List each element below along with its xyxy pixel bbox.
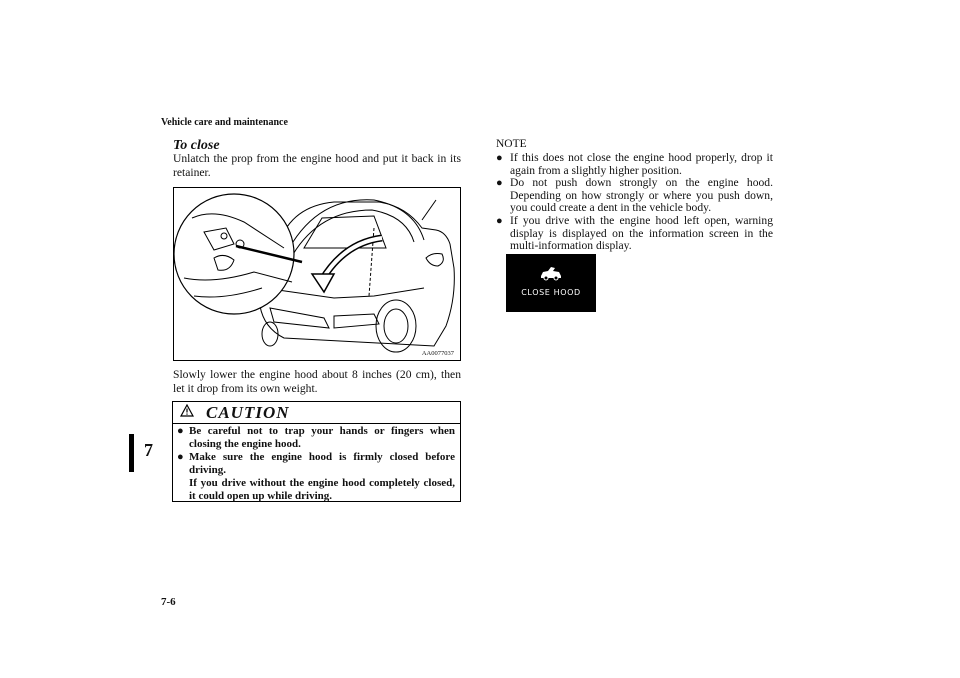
caution-header (180, 403, 290, 423)
engine-hood-illustration (173, 187, 461, 361)
bullet-icon: ● (496, 214, 503, 227)
bullet-icon: ● (177, 425, 184, 437)
car-hood-illustration (174, 188, 460, 360)
intro-paragraph: Unlatch the prop from the engine hood and put it back in its retainer. (173, 152, 461, 179)
note-list (496, 152, 773, 253)
caution-text: Make sure the engine hood is firmly closed before driving. If you drive without the engine hood completely closed, it could open up while driving. (189, 451, 455, 502)
page-number: 7-6 (161, 596, 176, 608)
caution-text: Be careful not to trap your hands or fingers when closing the engine hood. (189, 425, 455, 450)
caution-label: CAUTION (206, 403, 290, 422)
section-title: To close (173, 138, 220, 153)
section-header: Vehicle care and maintenance (161, 117, 288, 128)
caution-item (177, 451, 455, 503)
caution-list (177, 425, 455, 503)
note-text: Do not push down strongly on the engine hood. Depending on how strongly or where you push down, you could create a dent in the vehicle body. (510, 176, 773, 215)
lowering-instruction: Slowly lower the engine hood about 8 inches (20 cm), then let it drop from its own weight. (173, 368, 461, 395)
chapter-number: 7 (144, 440, 153, 460)
note-label: NOTE (496, 138, 527, 150)
bullet-icon: ● (496, 152, 503, 164)
note-text: If you drive with the engine hood left open, warning display is displayed on the information screen in the multi-information display. (510, 213, 773, 253)
bullet-icon: ● (177, 451, 184, 463)
note-item (496, 215, 773, 253)
figure-code: AA0077037 (421, 350, 454, 357)
note-item (496, 152, 773, 177)
caution-divider (173, 423, 460, 424)
bullet-icon: ● (496, 177, 503, 190)
note-text: If this does not close the engine hood properly, drop it again from a slightly higher position. (510, 151, 773, 177)
car-hood-open-icon (539, 265, 563, 286)
close-hood-display (506, 254, 596, 312)
note-item (496, 177, 773, 215)
warning-triangle-icon (180, 404, 194, 422)
caution-box (172, 401, 461, 502)
caution-item (177, 425, 455, 451)
display-text: CLOSE HOOD (521, 288, 581, 297)
